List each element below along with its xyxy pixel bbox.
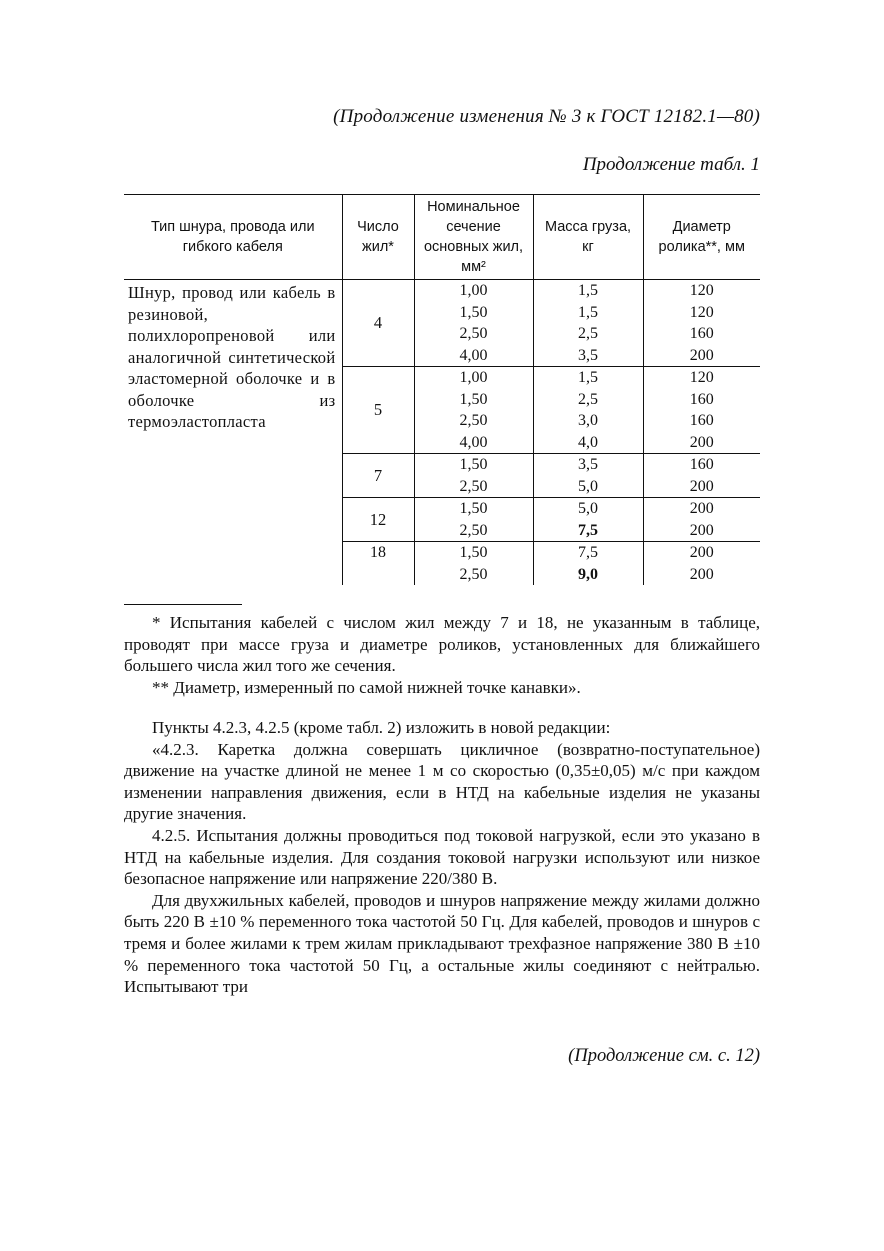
mass-cell: 1,5 2,5 3,0 4,0 (533, 367, 643, 454)
mass-cell: 7,5 9,0 (533, 542, 643, 586)
document-continuation-header: (Продолжение изменения № 3 к ГОСТ 12182.1—80) (333, 106, 760, 127)
header-mass: Масса груза, кг (533, 195, 643, 280)
footnotes (124, 612, 760, 698)
diameter-cell: 200 200 (643, 542, 760, 586)
mass-cell: 3,5 5,0 (533, 454, 643, 498)
cores-cell: 12 (342, 498, 414, 542)
paragraph-voltage: Для двухжильных кабелей, проводов и шнуров напряжение между жилами должно быть 220 В ±10 % переменного тока частотой 50 Гц. Для кабелей, проводов и шнуров с тремя и более жилами к трем жилам прикладывают трехфазное напряжение 380 В ±10 % переменного тока частотой 50 Гц, а остальные жилы соединяют с нейтралью. Испытывают три (124, 890, 760, 997)
section-cell: 1,50 2,50 (414, 454, 533, 498)
footnote-divider (124, 604, 242, 605)
footnote-1: * Испытания кабелей с числом жил между 7 и 18, не указанным в таблице, проводят при массе груза и диаметре роликов, установленных для ближайшего большего числа жил того же сечения. (124, 613, 760, 676)
table-continuation-label: Продолжение табл. 1 (582, 154, 760, 175)
cores-cell: 5 (342, 367, 414, 454)
cable-type-description: Шнур, провод или кабель в резиновой, полихлоропреновой или аналогичной синтетической эластомерной оболочке и в оболочке из термоэластопласта (128, 283, 336, 431)
diameter-cell: 120 120 160 200 (643, 280, 760, 367)
body-text (124, 717, 760, 998)
diameter-cell: 120 160 160 200 (643, 367, 760, 454)
diameter-cell: 200 200 (643, 498, 760, 542)
table-group-row (124, 280, 760, 367)
section-cell: 1,00 1,50 2,50 4,00 (414, 367, 533, 454)
paragraph-intro: Пункты 4.2.3, 4.2.5 (кроме табл. 2) изложить в новой редакции: (152, 718, 611, 737)
header-diameter: Диаметр ролика**, мм (643, 195, 760, 280)
header-cable-type: Тип шнура, провода или гибкого кабеля (124, 195, 342, 280)
header-cores: Число жил* (342, 195, 414, 280)
footnote-2: ** Диаметр, измеренный по самой нижней точке канавки». (152, 677, 581, 697)
mass-cell: 1,5 1,5 2,5 3,5 (533, 280, 643, 367)
diameter-cell: 160 200 (643, 454, 760, 498)
page-continuation-footer: (Продолжение см. с. 12) (568, 1046, 760, 1066)
section-cell: 1,50 2,50 (414, 542, 533, 586)
section-cell: 1,50 2,50 (414, 498, 533, 542)
cores-cell: 7 (342, 454, 414, 498)
paragraph-4-2-5: 4.2.5. Испытания должны проводиться под токовой нагрузкой, если это указано в НТД на кабельные изделия. Для создания токовой нагрузки используют или низкое безопасное напряжение или напряжение 220/380 В. (124, 825, 760, 889)
header-section: Номинальное сечение основных жил, мм² (414, 195, 533, 280)
table-header-row (124, 195, 760, 280)
cable-test-table (124, 194, 760, 585)
mass-cell: 5,0 7,5 (533, 498, 643, 542)
cores-cell: 4 (342, 280, 414, 367)
section-cell: 1,00 1,50 2,50 4,00 (414, 280, 533, 367)
paragraph-4-2-3: «4.2.3. Каретка должна совершать цикличное (возвратно-поступательное) движение на участке длиной не менее 1 м со скоростью (0,35±0,05) м/с при каждом изменении направления движения, если в НТД на кабельные изделия не указаны другие значения. (124, 739, 760, 824)
cores-cell: 18 (342, 542, 414, 586)
